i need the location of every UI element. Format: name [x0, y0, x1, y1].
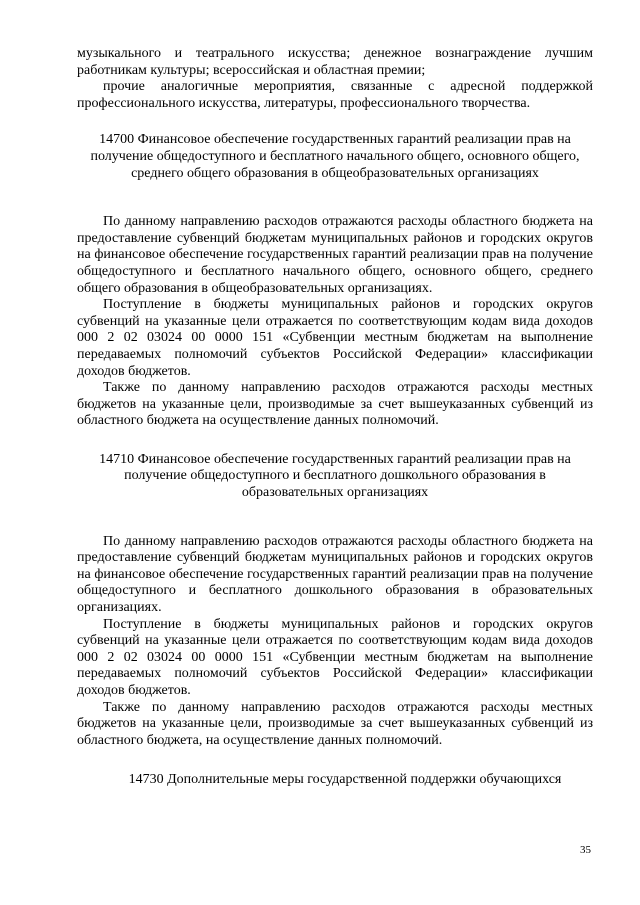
paragraph-continuation: музыкального и театрального искусства; денежное вознаграждение лучшим работникам культуры; всероссийская и областная премии;: [77, 46, 593, 78]
section-14700-paragraph-3: Также по данному направлению расходов отражаются расходы местных бюджетов на указанные цели, производимые за счет вышеуказанных субвенций из областного бюджета на осуществление данных полномочий.: [77, 380, 593, 429]
section-14710-paragraph-1: По данному направлению расходов отражаются расходы областного бюджета на предоставление субвенций бюджетам муниципальных районов и городских округов на финансовое обеспечение государственных гарантий реализации прав на получение общедоступного и бесплатного дошкольного образования в образовательных организациях.: [77, 533, 593, 616]
section-14700-paragraph-2: Поступление в бюджеты муниципальных районов и городских округов субвенций на указанные цели отражается по соответствующим кодам вида доходов 000 2 02 03024 00 0000 151 «Субвенции местным бюджетам на выполнение передаваемых полномочий субъектов Российской Федерации» классификации доходов бюджетов.: [77, 297, 593, 379]
section-14710-paragraph-3: Также по данному направлению расходов отражаются расходы местных бюджетов на указанные цели, производимые за счет вышеуказанных субвенций из областного бюджета, на осуществление данных полномочий.: [77, 699, 593, 748]
section-gap: [77, 502, 593, 534]
section-heading-14730: 14730 Дополнительные меры государственной поддержки обучающихся: [128, 772, 562, 788]
section-gap: [77, 182, 593, 214]
section-heading-14700: 14700 Финансовое обеспечение государственных гарантий реализации прав на получение общедоступного и бесплатного начального общего, основного общего, среднего общего образования в общеобразовательных организациях: [90, 132, 580, 181]
page-content: [77, 46, 593, 789]
section-14710-paragraph-2: Поступление в бюджеты муниципальных районов и городских округов субвенций на указанные цели отражается по соответствующим кодам вида доходов 000 2 02 03024 00 0000 151 «Субвенции местным бюджетам на выполнение передаваемых полномочий субъектов Российской Федерации» классификации доходов бюджетов.: [77, 616, 593, 698]
section-heading-14710: 14710 Финансовое обеспечение государственных гарантий реализации прав на получение общедоступного и бесплатного дошкольного образования в образовательных организациях: [99, 451, 571, 501]
section-14700-paragraph-1: По данному направлению расходов отражаются расходы областного бюджета на предоставление субвенций бюджетам муниципальных районов и городских округов на финансовое обеспечение государственных гарантий реализации прав на получение общедоступного и бесплатного начального общего, основного общего, среднего общего образования в общеобразовательных организациях.: [77, 214, 593, 296]
paragraph-other-events: прочие аналогичные мероприятия, связанные с адресной поддержкой профессионального искусства, литературы, профессионального творчества.: [77, 79, 593, 111]
page-number: 35: [580, 844, 591, 856]
